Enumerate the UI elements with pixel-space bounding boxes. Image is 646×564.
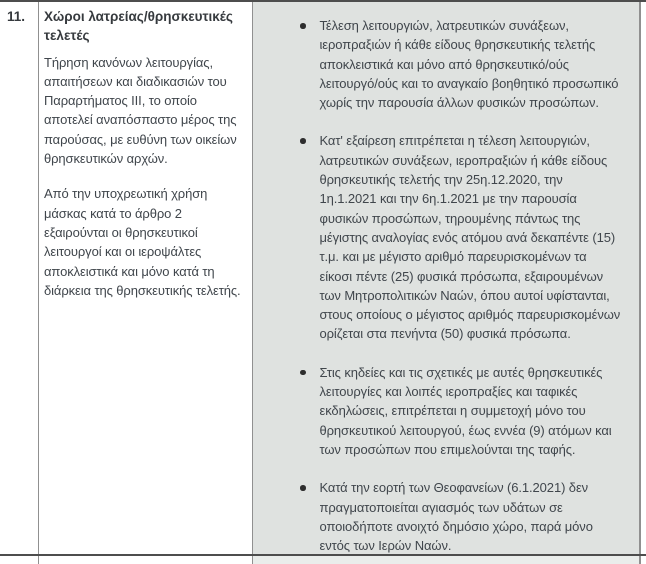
cell-rules <box>253 2 641 554</box>
table-row <box>0 2 646 554</box>
cell-row-number <box>0 2 39 554</box>
list-item <box>300 478 621 554</box>
bullet-text: Στις κηδείες και τις σχετικές με αυτές θρησκευτικές λειτουργίες και λοιπές ιεροπραξίες και ταφικές εκδηλώσεις, επιτρέπεται η συμμετοχή μόνο του θρησκευτικού λειτουργού, έως εννέα (9) ατόμων και των προσώπων που επιμελούνται της ταφής. <box>319 364 612 457</box>
category-title: Χώροι λατρείας/θρησκευτικές τελετές <box>44 9 233 44</box>
page-right-margin <box>641 2 645 554</box>
next-row-rules-cell <box>253 556 641 564</box>
bullet-text: Κατ' εξαίρεση επιτρέπεται η τέλεση λειτουργιών, λατρευτικών συνάξεων, ιεροπραξιών ή κάθε είδους θρησκευτικής τελετής την 25η.12.2020, την 1η.1.2021 και την 6η.1.2021 με την παρουσία φυσικών προσώπων, τηρουμένης πάντως της μέγιστης αναλογίας ενός ατόμου ανά δεκαπέντε (15) τ.μ. και με μέγιστο αριθμό παρευρισκομένων τα είκοσι πέντε (25) φυσικά πρόσωπα, εξαιρουμένων των Μητροπολιτικών Ναών, όπου αυτοί υφίστανται, στους οποίους ο μέγιστος αριθμός παρευρισκομένων ορίζεται στα πενήντα (50) φυσικά πρόσωπα. <box>319 133 621 342</box>
list-item <box>300 131 621 343</box>
next-row-number-cell <box>0 556 39 564</box>
bullet-text: Κατά την εορτή των Θεοφανείων (6.1.2021) δεν πραγματοποιείται αγιασμός των υδάτων σε οποιοδήποτε ανοιχτό δημόσιο χώρο, παρά μόνο εντός των Ιερών Ναών. <box>319 480 593 554</box>
category-paragraph: Τήρηση κανόνων λειτουργίας, απαιτήσεων και διαδικασιών του Παραρτήματος ΙΙΙ, το οποίο αποτελεί αναπόσπαστο μέρος της παρούσας, με ευθύνη των οικείων θρησκευτικών αρχών. <box>44 54 237 167</box>
bullet-icon <box>300 485 306 491</box>
row-number: 11. <box>7 9 26 24</box>
list-item <box>300 16 621 112</box>
page-right-margin <box>641 556 645 564</box>
next-table-row-sliver <box>0 556 646 564</box>
bullet-icon <box>300 138 306 144</box>
category-paragraph: Από την υποχρεωτική χρήση μάσκας κατά το άρθρο 2 εξαιρούνται οι θρησκευτικοί λειτουργοί και οι ιεροψάλτες αποκλειστικά και μόνο κατά τη διάρκεια της θρησκευτικής τελετής. <box>44 186 241 298</box>
list-item <box>300 363 621 459</box>
bullet-icon <box>300 23 306 29</box>
next-row-category-cell <box>39 556 253 564</box>
cell-category <box>39 2 253 554</box>
rules-bullet-list <box>300 16 621 554</box>
bullet-icon <box>300 370 306 376</box>
bullet-text: Τέλεση λειτουργιών, λατρευτικών συνάξεων, ιεροπραξιών ή κάθε είδους θρησκευτικής τελετής αποκλειστικά και μόνο από θρησκευτικό/ούς λειτουργό/ούς και το αναγκαίο βοηθητικό προσωπικό χωρίς την παρουσία άλλων φυσικών προσώπων. <box>319 18 619 111</box>
